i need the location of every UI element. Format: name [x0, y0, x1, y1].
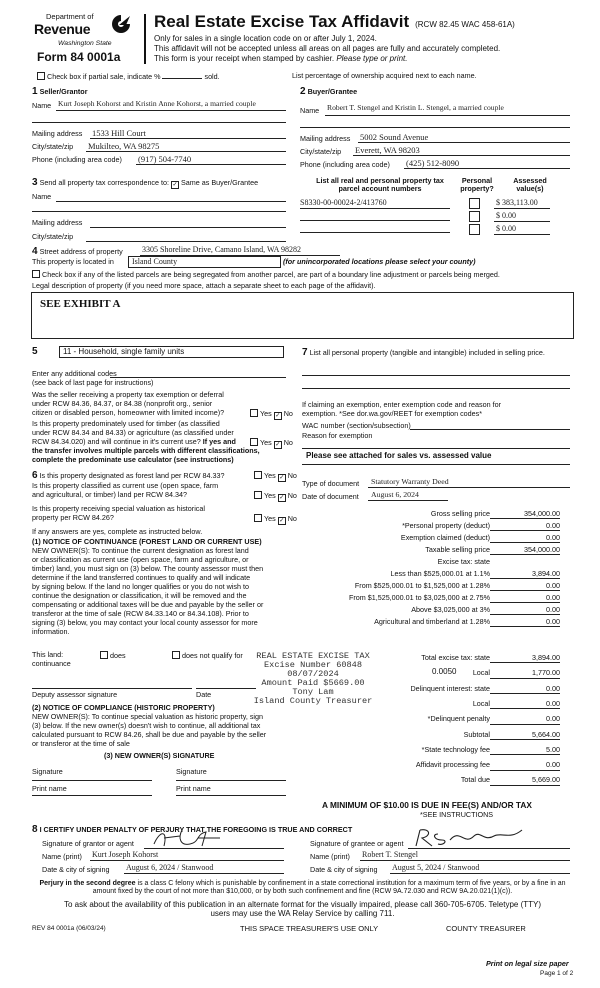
- assessed-line-3: [494, 234, 550, 235]
- does-label: does: [110, 651, 126, 660]
- does-not-option: [172, 651, 243, 660]
- timber-q3: RCW 84.34.020) and will continue in it's current use?: [32, 437, 201, 446]
- seller-mail-line: [90, 138, 286, 139]
- notice2-line: calculated pursuant to RCW 84.26, shall be due and payable by the seller: [32, 730, 267, 739]
- treasurer-stamp: [250, 652, 376, 706]
- grantee-name-label: Name (print): [310, 852, 350, 861]
- deputy-signature-label: Deputy assessor signature: [32, 690, 118, 699]
- total-label: Local: [472, 698, 490, 708]
- notice1-line: transferor at the time of sale (RCW 84.33.140 or 84.34.108). Prior to: [32, 609, 249, 618]
- correspondence-city-line[interactable]: [86, 241, 286, 242]
- grantor-signature: [150, 826, 250, 850]
- partial-sold-text: sold.: [204, 72, 220, 81]
- does-not-label: does not qualify for: [182, 651, 243, 660]
- personal-checkbox-1[interactable]: [469, 198, 480, 209]
- header-divider: [144, 14, 146, 64]
- new-owner-sig-label-1: Signature: [32, 767, 63, 776]
- segregated-row: [32, 270, 500, 279]
- ownership-note: List percentage of ownership acquired next to each name.: [292, 71, 477, 80]
- revenue-swoosh-icon: [110, 13, 132, 35]
- located-label: This property is located in: [32, 257, 114, 266]
- forest-no-checkbox[interactable]: ✓: [279, 475, 285, 481]
- timber-yes-checkbox[interactable]: [250, 438, 258, 446]
- header-note-2: This affidavit will not be accepted unless all areas on all pages are fully and accurately completed.: [154, 44, 501, 53]
- calc-label: Exemption claimed (deduct): [400, 533, 490, 542]
- notice1-body: [32, 547, 263, 637]
- seller-name-line-2: [32, 122, 286, 123]
- timber-yesno: Yes ✓ No: [250, 438, 293, 449]
- doc-type-label: Type of document: [302, 479, 360, 488]
- legal-description-field[interactable]: [31, 292, 574, 339]
- grantee-date-line: [390, 873, 570, 874]
- personal-property-row: 7 List all personal property (tangible and intangible) included in selling price.: [302, 347, 545, 358]
- section5-number: 5: [32, 346, 38, 357]
- grantee-sig-label: Signature of grantee or agent: [310, 839, 404, 848]
- correspondence-mail-label: Mailing address: [32, 218, 83, 227]
- total-value[interactable]: 1,770.00: [490, 669, 560, 678]
- doc-date-label: Date of document: [302, 492, 359, 501]
- historic-q1: Is this property receiving special valuation as historical: [32, 504, 205, 513]
- calc-value[interactable]: 0.00: [490, 522, 560, 531]
- grantor-date-line: [124, 873, 284, 874]
- parcel-line-2: [300, 220, 450, 221]
- new-owner-print-label-2: Print name: [176, 784, 211, 793]
- seller-name-line: [56, 110, 286, 111]
- historic-no-checkbox[interactable]: ✓: [279, 518, 285, 524]
- reason-line-2: [302, 464, 570, 465]
- new-owner-sig-line-1[interactable]: [32, 780, 152, 781]
- timber-if-yes: If yes and: [202, 437, 236, 446]
- calc-label: From $1,525,000.01 to $3,025,000 at 2.75%: [348, 593, 490, 602]
- calc-value[interactable]: 354,000.00: [490, 510, 560, 519]
- new-owner-print-line-2[interactable]: [176, 795, 286, 796]
- perjury-notice: [30, 880, 575, 897]
- header-note-3-row: [154, 54, 407, 63]
- minimum-due: A MINIMUM OF $10.00 IS DUE IN FEE(S) AND/OR TAX: [322, 800, 532, 810]
- calc-label: Excise tax: state: [437, 557, 490, 566]
- total-value[interactable]: 0.00: [490, 700, 560, 709]
- calc-value[interactable]: 0.00: [490, 582, 560, 591]
- total-label: Total due: [460, 775, 490, 785]
- forest-q-row: 6 Is this property designated as forest land per RCW 84.33?: [32, 470, 225, 481]
- calc-label: Agricultural and timberland at 1.28%: [374, 617, 490, 626]
- stamp-line: Amount Paid $5669.00: [261, 678, 365, 689]
- calc-label: From $525,000.01 to $1,525,000 at 1.28%: [354, 581, 490, 590]
- seller-phone-line: [136, 164, 286, 165]
- notice1-line: compensating or additional taxes will be due and payable by the seller or: [32, 600, 264, 609]
- grantee-signature: [410, 826, 550, 850]
- stamp-line: Island County Treasurer: [253, 696, 373, 707]
- see-instructions: *SEE INSTRUCTIONS: [420, 810, 494, 819]
- deputy-date-label: Date: [196, 690, 212, 699]
- notice2-line: NEW OWNER(S): To continue special valuation as historic property, sign: [32, 712, 264, 721]
- notice1-line: continue the designation or classification, it will be removed and the: [32, 591, 247, 600]
- legal-label: Legal description of property (if you need more space, attach a separate sheet to each page of the affidavit).: [32, 281, 376, 290]
- calc-value[interactable]: 0.00: [490, 534, 560, 543]
- grantor-name-label: Name (print): [42, 852, 82, 861]
- calc-value[interactable]: 354,000.00: [490, 546, 560, 555]
- correspondence-mail-line[interactable]: [90, 227, 286, 228]
- seller-heading: 1 Seller/Grantor: [32, 86, 88, 97]
- revenue-logo: [30, 12, 128, 42]
- seller-phone-field[interactable]: (917) 504-7740: [138, 154, 192, 164]
- local-rate: 0.0050: [432, 667, 457, 676]
- notice1-line: by signing below. If the land no longer qualifies or you do not wish to: [32, 582, 249, 591]
- buyer-name-label: Name: [300, 106, 320, 115]
- total-value[interactable]: 5,664.00: [490, 731, 560, 740]
- notice1-line: or classification as current use (open space, farm and agriculture, or: [32, 555, 249, 564]
- new-owner-sig-label-2: Signature: [176, 767, 207, 776]
- parcel-line-3: [300, 232, 450, 233]
- if-yes-note: If any answers are yes, complete as instructed below.: [32, 527, 203, 536]
- notice2-body: [32, 713, 266, 749]
- form-title: Real Estate Excise Tax Affidavit: [154, 12, 410, 31]
- street-label: Street address of property: [39, 247, 123, 256]
- rev-label: REV 84 0001a (06/03/24): [32, 925, 106, 932]
- total-value[interactable]: 0.00: [490, 761, 560, 770]
- deputy-signature-line[interactable]: [32, 688, 192, 689]
- reason-label: Reason for exemption: [302, 431, 373, 440]
- new-owner-print-line-1[interactable]: [32, 795, 152, 796]
- county-select[interactable]: Island County: [128, 256, 281, 268]
- calc-label: Less than $525,000.01 at 1.1%: [390, 569, 490, 578]
- seller-city-label: City/state/zip: [32, 142, 74, 151]
- grantor-name-field[interactable]: Kurt Joseph Kohorst: [92, 850, 159, 859]
- rcw-citation: (RCW 82.45 WAC 458-61A): [415, 20, 515, 29]
- assessed-value-1[interactable]: $ 383,113.00: [496, 198, 538, 207]
- seller-mail-field[interactable]: 1533 Hill Court: [92, 128, 146, 138]
- timber-q5: complete the predominate use calculator (see instructions): [32, 455, 234, 464]
- total-label: *State technology fee: [421, 744, 490, 754]
- doc-date-line: [368, 500, 448, 501]
- same-as-buyer-label: Same as Buyer/Grantee: [181, 178, 259, 187]
- new-owner-print-label-1: Print name: [32, 784, 67, 793]
- exemption-no-checkbox[interactable]: ✓: [275, 413, 281, 419]
- timber-q1: Is this property predominately used for timber (as classified: [32, 419, 220, 428]
- current-use-no-checkbox[interactable]: ✓: [279, 495, 285, 501]
- seller-heading-label: Seller/Grantor: [39, 87, 88, 96]
- notice1-line: NEW OWNER(S): To continue the current designation as forest land: [32, 546, 249, 555]
- stamp-line: Excise Number 60848: [264, 660, 362, 671]
- attached-note: Please see attached for sales vs. assessed value: [306, 451, 492, 460]
- total-label: *Delinquent penalty: [427, 714, 490, 724]
- notice1-line: timber) land, you must sign on (3) below. The county assessor must then: [32, 564, 264, 573]
- header-note-3: This form is your receipt when stamped by cashier.: [154, 54, 335, 63]
- total-label: Affidavit processing fee: [415, 760, 490, 770]
- correspondence-text: Send all property tax correspondence to:: [39, 178, 170, 187]
- grantor-date-label: Date & city of signing: [42, 865, 110, 874]
- stamp-line: REAL ESTATE EXCISE TAX: [256, 651, 370, 661]
- partial-sale-checkbox[interactable]: [37, 72, 45, 80]
- grantor-name-line: [90, 860, 284, 861]
- grantor-sig-label: Signature of grantor or agent: [42, 839, 134, 848]
- page-number: Page 1 of 2: [540, 970, 574, 977]
- total-value[interactable]: 5.00: [490, 746, 560, 755]
- certify-row: 8 I CERTIFY UNDER PENALTY OF PERJURY THAT THE FOREGOING IS TRUE AND CORRECT: [32, 824, 353, 835]
- assessed-col-header: Assessed value(s): [513, 176, 547, 194]
- state-label: Washington State: [58, 40, 112, 47]
- correspondence-city-label: City/state/zip: [32, 232, 74, 241]
- street-row: 4 Street address of property: [32, 246, 123, 257]
- notice2-line: (3) below. If the new owner(s) doesn't wish to continue, all additional tax: [32, 721, 261, 730]
- wac-label: WAC number (section/subsection): [302, 421, 411, 430]
- correspondence-name-line[interactable]: [56, 201, 286, 202]
- street-field[interactable]: 3305 Shoreline Drive, Camano Island, WA 98282: [142, 245, 301, 254]
- current-use-yesno: Yes ✓ No: [254, 491, 297, 502]
- buyer-mail-line: [358, 142, 570, 143]
- header-note-1: Only for sales in a single location code on or after July 1, 2024.: [154, 34, 377, 43]
- assessed-line-2: [494, 221, 550, 222]
- grantor-date-field[interactable]: August 6, 2024 / Stanwood: [126, 863, 214, 872]
- new-owner-sig-line-2[interactable]: [176, 780, 286, 781]
- total-value[interactable]: 3,894.00: [490, 654, 560, 663]
- seller-name-field[interactable]: Kurt Joseph Kohorst and Kristin Anne Kohorst, a married couple: [58, 99, 256, 108]
- total-value[interactable]: 5,669.00: [490, 776, 560, 785]
- seller-city-line: [86, 151, 286, 152]
- buyer-heading-label: Buyer/Grantee: [307, 87, 358, 96]
- notice2-title: (2) NOTICE OF COMPLIANCE (HISTORIC PROPERTY): [32, 703, 215, 712]
- calc-label: *Personal property (deduct): [402, 521, 490, 530]
- treasurer-use-label: THIS SPACE TREASURER'S USE ONLY: [240, 924, 379, 933]
- stamp-line: 08/07/2024: [287, 669, 339, 680]
- parcel-number-field[interactable]: S8330-00-00024-2/413760: [300, 198, 387, 207]
- seller-mail-label: Mailing address: [32, 129, 83, 138]
- forest-q: Is this property designated as forest land per RCW 84.33?: [39, 471, 225, 480]
- total-value[interactable]: 0.00: [490, 685, 560, 694]
- partial-sale-text: Check box if partial sale, indicate %: [47, 72, 161, 81]
- form-number: Form 84 0001a: [37, 50, 121, 64]
- seller-city-field[interactable]: Mukilteo, WA 98275: [88, 141, 160, 151]
- legal-description-text: SEE EXHIBIT A: [40, 298, 121, 310]
- notice3-title: (3) NEW OWNER(S) SIGNATURE: [104, 751, 215, 760]
- buyer-phone-label: Phone (including area code): [300, 160, 390, 169]
- buyer-name-field[interactable]: Robert T. Stengel and Kristin L. Stengel, a married couple: [327, 103, 504, 112]
- alt-format-notice: To ask about the availability of this publication in an alternate format for the visually impaired, please call 360-705-6705. Teletype (TTY) users may use the WA Relay Service by calling 711.: [64, 900, 541, 919]
- county-note: (for unincorporated locations please select your county): [283, 257, 476, 266]
- buyer-city-label: City/state/zip: [300, 147, 342, 156]
- title-row: [154, 12, 515, 32]
- buyer-phone-field[interactable]: (425) 512-8090: [406, 158, 460, 168]
- seller-name-label: Name: [32, 101, 52, 110]
- buyer-phone-line: [404, 168, 570, 169]
- doc-type-field[interactable]: Statutory Warranty Deed: [371, 477, 449, 486]
- personal-checkbox-2[interactable]: [469, 211, 480, 222]
- total-value[interactable]: 0.00: [490, 715, 560, 724]
- notice1-line: signing (3) below, you may contact your local county assessor for more: [32, 618, 258, 627]
- notice1-line: determine if the land transferred continues to qualify and will indicate: [32, 573, 251, 582]
- buyer-heading: 2 Buyer/Grantee: [300, 86, 358, 97]
- current-use-q2: and agricultural, or timber) land per RCW 84.34?: [32, 490, 188, 499]
- stamp-line: Tony Lam: [292, 687, 334, 698]
- personal-property-line-2[interactable]: [302, 388, 570, 389]
- header-note-3b: Please type or print.: [336, 54, 408, 63]
- land-use-code-select[interactable]: 11 - Household, single family units: [59, 346, 284, 358]
- doc-date-field[interactable]: August 6, 2024: [371, 490, 419, 499]
- forest-yesno: Yes ✓ No: [254, 471, 297, 482]
- continuance-label: continuance: [32, 659, 71, 668]
- correspondence-row: 3 Send all property tax correspondence to: ✓ Same as Buyer/Grantee: [32, 177, 259, 188]
- forest-yes-checkbox[interactable]: [254, 471, 262, 479]
- partial-percent-field[interactable]: [162, 78, 202, 79]
- calc-value[interactable]: 0.00: [490, 618, 560, 627]
- buyer-mail-label: Mailing address: [300, 134, 351, 143]
- partial-sale-row: [37, 72, 220, 81]
- certify-heading: I CERTIFY UNDER PENALTY OF PERJURY THAT THE FOREGOING IS TRUE AND CORRECT: [39, 825, 353, 834]
- correspondence-name-label: Name: [32, 192, 52, 201]
- historic-yes-checkbox[interactable]: [254, 514, 262, 522]
- personal-col-header: Personal property?: [460, 176, 494, 194]
- notice1-line: information.: [32, 627, 70, 636]
- parcel-col-header: List all real and personal property tax parcel account numbers: [316, 176, 444, 194]
- assessed-value-3[interactable]: $ 0.00: [496, 224, 516, 233]
- doc-type-line: [368, 487, 570, 488]
- segregated-text: Check box if any of the listed parcels are being segregated from another parcel, are part of a boundary line adjustment or parcels being merged.: [42, 270, 500, 279]
- buyer-mail-field[interactable]: 5002 Sound Avenue: [360, 132, 429, 142]
- total-label: Delinquent interest: state: [410, 683, 490, 693]
- exemption-yes-checkbox[interactable]: [250, 409, 258, 417]
- buyer-city-line: [353, 155, 570, 156]
- calc-value[interactable]: 0.00: [490, 594, 560, 603]
- parcel-line-1: [300, 208, 450, 209]
- timber-q4: the transfer involves multiple parcels with different classifications,: [32, 446, 260, 455]
- does-checkbox[interactable]: [100, 651, 108, 659]
- current-use-q1: Is this property classified as current use (open space, farm: [32, 481, 219, 490]
- segregated-checkbox[interactable]: [32, 270, 40, 278]
- exemption-q1: Was the seller receiving a property tax exemption or deferral: [32, 390, 224, 399]
- county-treasurer-label: COUNTY TREASURER: [446, 924, 526, 933]
- same-as-buyer-checkbox[interactable]: ✓: [172, 182, 178, 188]
- grantee-date-label: Date & city of signing: [310, 865, 378, 874]
- exemption-claim-1: If claiming an exemption, enter exemption code and reason for: [302, 400, 501, 409]
- total-label: Local: [472, 668, 490, 678]
- does-option: [100, 651, 126, 660]
- calc-value[interactable]: 3,894.00: [490, 570, 560, 579]
- personal-property-line-1[interactable]: [302, 375, 570, 376]
- assessed-value-2[interactable]: $ 0.00: [496, 211, 516, 220]
- personal-property-text: List all personal property (tangible and intangible) included in selling price.: [309, 348, 545, 357]
- historic-q2: property per RCW 84.26?: [32, 513, 114, 522]
- perjury-text: is a class C felony which is punishable by confinement in a state correctional institution for a maximum term of five years, or by a fine in an amount fixed by the court of not more than $10,000, or by both such confinement and fine (RCW 9A.72.030 and RCW 9A.20.021(1)(c)).: [92, 880, 566, 896]
- grantee-name-line: [360, 860, 570, 861]
- historic-yesno: Yes ✓ No: [254, 514, 297, 525]
- calc-label: Taxable selling price: [425, 545, 490, 554]
- assessed-line-1: [494, 208, 550, 209]
- reason-line[interactable]: [302, 448, 570, 449]
- buyer-name-line-2: [300, 127, 570, 128]
- current-use-yes-checkbox[interactable]: [254, 491, 262, 499]
- does-not-checkbox[interactable]: [172, 651, 180, 659]
- this-land-label: This land:: [32, 650, 64, 659]
- legal-paper-note: Print on legal size paper: [486, 959, 569, 968]
- exemption-claim-2: exemption. *See dor.wa.gov/REET for exemption codes*: [302, 409, 483, 418]
- deputy-date-line[interactable]: [196, 688, 256, 689]
- seller-phone-label: Phone (including area code): [32, 155, 122, 164]
- grantee-name-field[interactable]: Robert T. Stengel: [362, 850, 418, 859]
- dept-label: Department of: [46, 12, 94, 21]
- total-label: Subtotal: [463, 729, 490, 739]
- calc-label: Above $3,025,000 at 3%: [411, 605, 490, 614]
- additional-codes-label: Enter any additional codes: [32, 369, 117, 378]
- timber-no-checkbox[interactable]: ✓: [275, 442, 281, 448]
- calc-value[interactable]: 0.00: [490, 606, 560, 615]
- revenue-label: Revenue: [34, 21, 91, 37]
- grantee-date-field[interactable]: August 5, 2024 / Stanwood: [392, 863, 480, 872]
- correspondence-name-line-2: [32, 211, 286, 212]
- buyer-city-field[interactable]: Everett, WA 98203: [355, 145, 420, 155]
- buyer-name-line: [325, 115, 570, 116]
- perjury-bold: Perjury in the second degree: [39, 880, 136, 887]
- exemption-q2: under RCW 84.36, 84.37, or 84.38 (nonprofit org., senior: [32, 399, 213, 408]
- wac-line[interactable]: [410, 429, 570, 430]
- personal-checkbox-3[interactable]: [469, 224, 480, 235]
- exemption-yesno: Yes ✓ No: [250, 409, 293, 420]
- exemption-q3: citizen or disabled person, homeowner with limited income)?: [32, 408, 225, 417]
- notice1-title: (1) NOTICE OF CONTINUANCE (FOREST LAND OR CURRENT USE): [32, 537, 262, 546]
- total-label: Total excise tax: state: [421, 653, 490, 662]
- calc-label: Gross selling price: [430, 509, 490, 518]
- codes-instructions: (see back of last page for instructions): [32, 378, 154, 387]
- notice2-line: or transferor at the time of sale: [32, 739, 130, 748]
- timber-q2: under RCW 84.34 and 84.33) or agriculture (as classified under: [32, 428, 234, 437]
